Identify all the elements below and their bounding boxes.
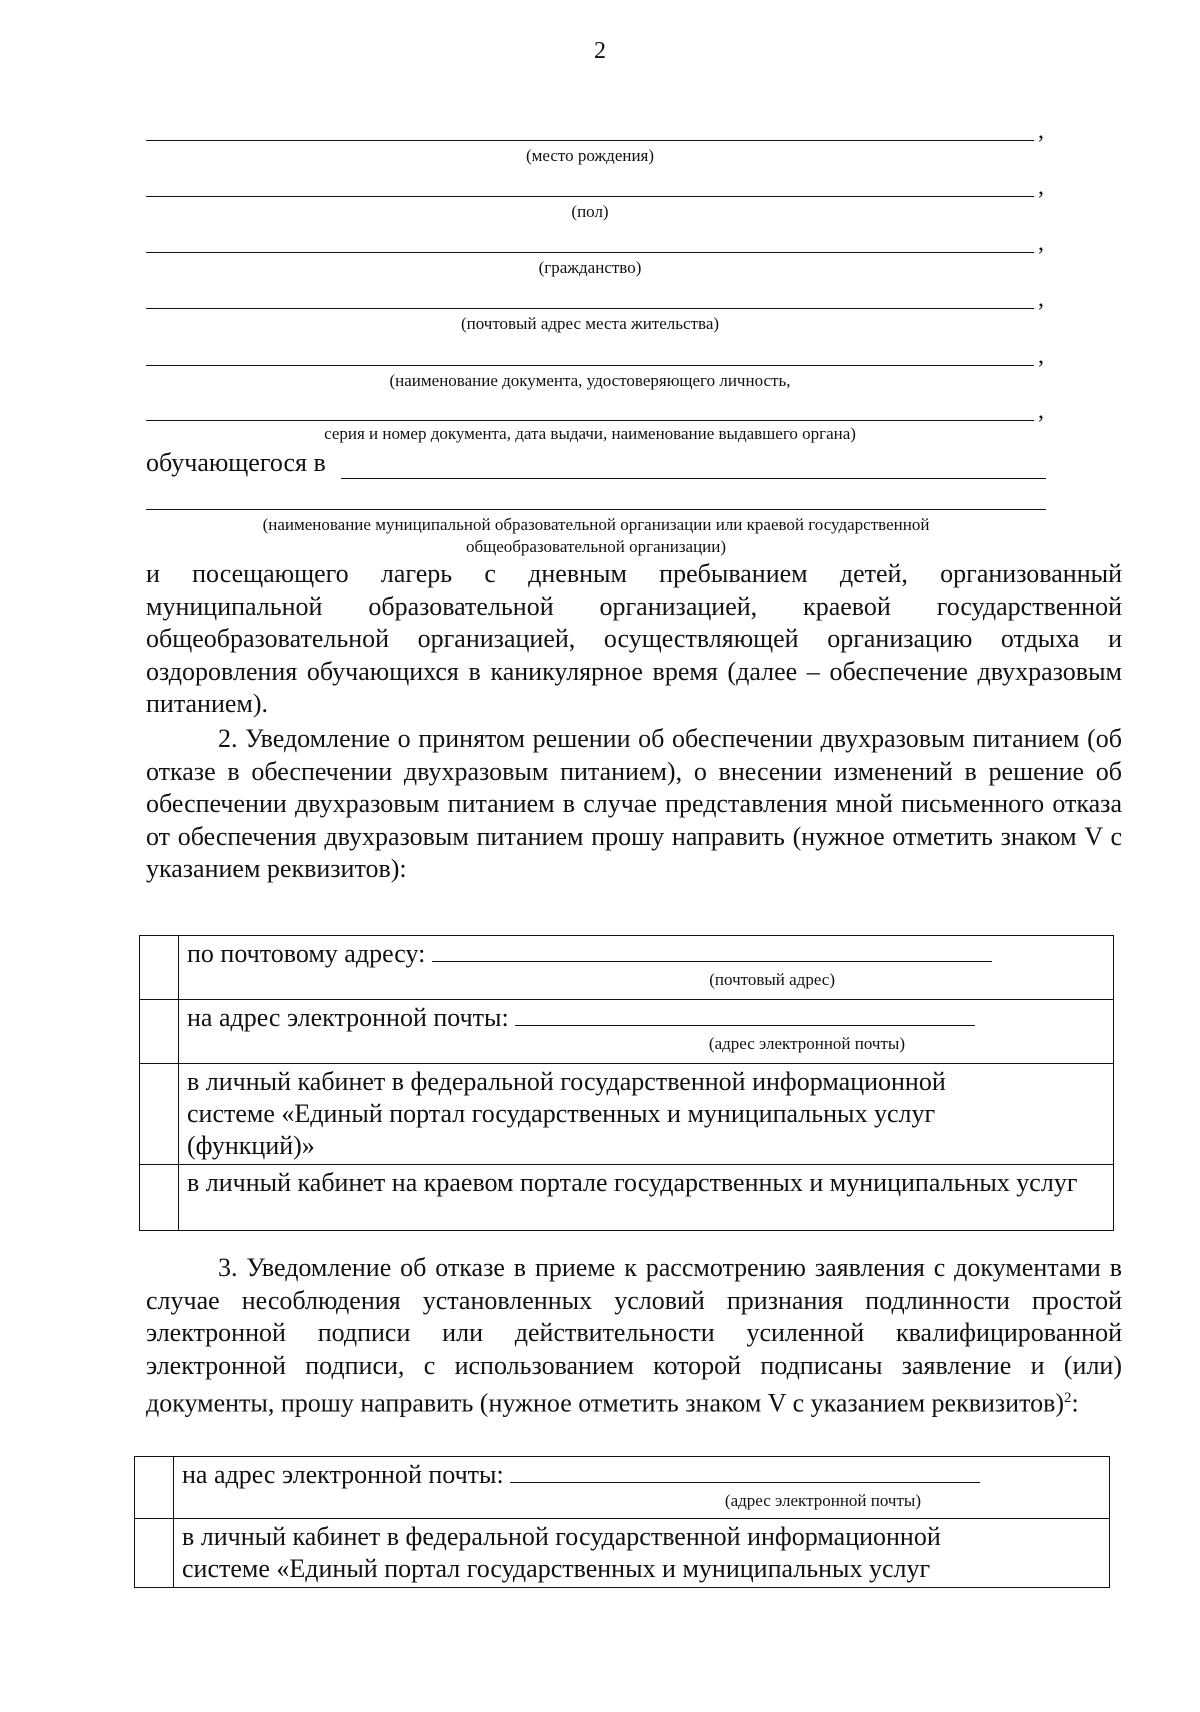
table-row (140, 936, 1114, 1000)
option-label: в личный кабинет в федеральной государственной информационной системе «Единый портал государственных и муниципальных услуг (функций)» (187, 1067, 946, 1160)
checkbox-cell-federal-portal[interactable] (135, 1519, 174, 1588)
footnote-marker: 2 (1064, 1390, 1072, 1406)
student-of-line (146, 448, 326, 478)
option-label: в личный кабинет на краевом портале государственных и муниципальных услуг (187, 1168, 1078, 1197)
option-caption: (почтовый адрес) (709, 970, 835, 989)
birthplace-field[interactable] (146, 118, 1044, 192)
option-email (179, 1000, 1114, 1064)
field-rule (146, 196, 1034, 197)
paragraph-refusal-end: : (1071, 1388, 1079, 1418)
table-row (140, 1000, 1114, 1064)
paragraph-refusal-text: 3. Уведомление об отказе в приеме к рассмотрению заявления с документами в случае несоблюдения установленных условий признания подлинности простой электронной подписи или действительности усиленной квалифицированной электронной подписи, с использованием которой подписаны заявление и (или) документы, прошу направить (нужное отметить знаком V с указанием реквизитов) (146, 1253, 1122, 1418)
org-caption (146, 514, 1046, 558)
id-document-name-field[interactable] (146, 343, 1044, 417)
field-comma: , (1038, 230, 1044, 256)
table-row (140, 1064, 1114, 1165)
field-caption: (гражданство) (538, 258, 642, 277)
field-rule (146, 252, 1034, 253)
table-row (140, 1165, 1114, 1231)
field-caption: (место рождения) (525, 146, 655, 165)
option-label: в личный кабинет в федеральной государственной информационной системе «Единый портал государственных и муниципальных услуг (182, 1522, 941, 1583)
field-rule (146, 420, 1034, 421)
checkbox-cell-regional-portal[interactable] (140, 1165, 179, 1231)
checkbox-cell-postal[interactable] (140, 936, 179, 1000)
org-caption-line1: (наименование муниципальной образовательной организации или краевой государственной (262, 515, 930, 534)
field-comma: , (1038, 286, 1044, 312)
postal-address-blank[interactable] (432, 943, 992, 962)
paragraph-camp: и посещающего лагерь с дневным пребыванием детей, организованный муниципальной образовательной организацией, краевой государственной общеобразовательной организацией, осуществляющей организацию отдыха и оздоровления обучающихся в каникулярное время (далее – обеспечение двухразовым питанием). (146, 559, 1122, 718)
option-caption: (адрес электронной почты) (724, 1491, 921, 1510)
option-postal (179, 936, 1114, 1000)
field-caption: (почтовый адрес места жительства) (460, 314, 720, 333)
paragraph-notification: 2. Уведомление о принятом решении об обеспечении двухразовым питанием (об отказе в обеспечении двухразовым питанием), о внесении изменений в решение об обеспечении двухразовым питанием в случае представления мной письменного отказа от обеспечения двухразовым питанием прошу направить (нужное отметить знаком V с указанием реквизитов): (146, 724, 1122, 883)
citizenship-field[interactable] (146, 230, 1044, 304)
option-federal-portal (174, 1519, 1110, 1588)
field-rule (146, 308, 1034, 309)
field-rule (146, 365, 1034, 366)
option-label: на адрес электронной почты: (182, 1460, 504, 1489)
field-comma: , (1038, 398, 1044, 424)
page-number: 2 (594, 38, 606, 64)
sex-field[interactable] (146, 174, 1044, 248)
option-caption: (адрес электронной почты) (708, 1034, 905, 1053)
email-blank[interactable] (510, 1464, 980, 1483)
field-comma: , (1038, 343, 1044, 369)
paragraph-refusal (146, 1252, 1122, 1420)
school-name-second-rule[interactable] (146, 509, 1046, 510)
table-row (135, 1457, 1110, 1519)
option-federal-portal (179, 1064, 1114, 1165)
checkbox-cell-federal-portal[interactable] (140, 1064, 179, 1165)
field-caption: серия и номер документа, дата выдачи, наименование выдавшего органа) (324, 424, 856, 443)
field-rule (146, 140, 1034, 141)
postal-address-field[interactable] (146, 286, 1044, 360)
option-email (174, 1457, 1110, 1519)
field-comma: , (1038, 118, 1044, 144)
field-caption: (наименование документа, удостоверяющего личность, (389, 371, 791, 390)
school-name-fill-rule[interactable] (341, 478, 1046, 479)
field-comma: , (1038, 174, 1044, 200)
refusal-method-table (134, 1456, 1110, 1588)
option-regional-portal (179, 1165, 1114, 1231)
org-caption-line2: общеобразовательной организации) (465, 537, 727, 556)
checkbox-cell-email[interactable] (135, 1457, 174, 1519)
notification-method-table (139, 935, 1114, 1231)
option-label: на адрес электронной почты: (187, 1003, 509, 1032)
field-caption: (пол) (571, 202, 609, 221)
student-label: обучающегося в (146, 448, 326, 477)
option-label: по почтовому адресу: (187, 939, 426, 968)
table-row (135, 1519, 1110, 1588)
email-blank[interactable] (515, 1007, 975, 1026)
checkbox-cell-email[interactable] (140, 1000, 179, 1064)
